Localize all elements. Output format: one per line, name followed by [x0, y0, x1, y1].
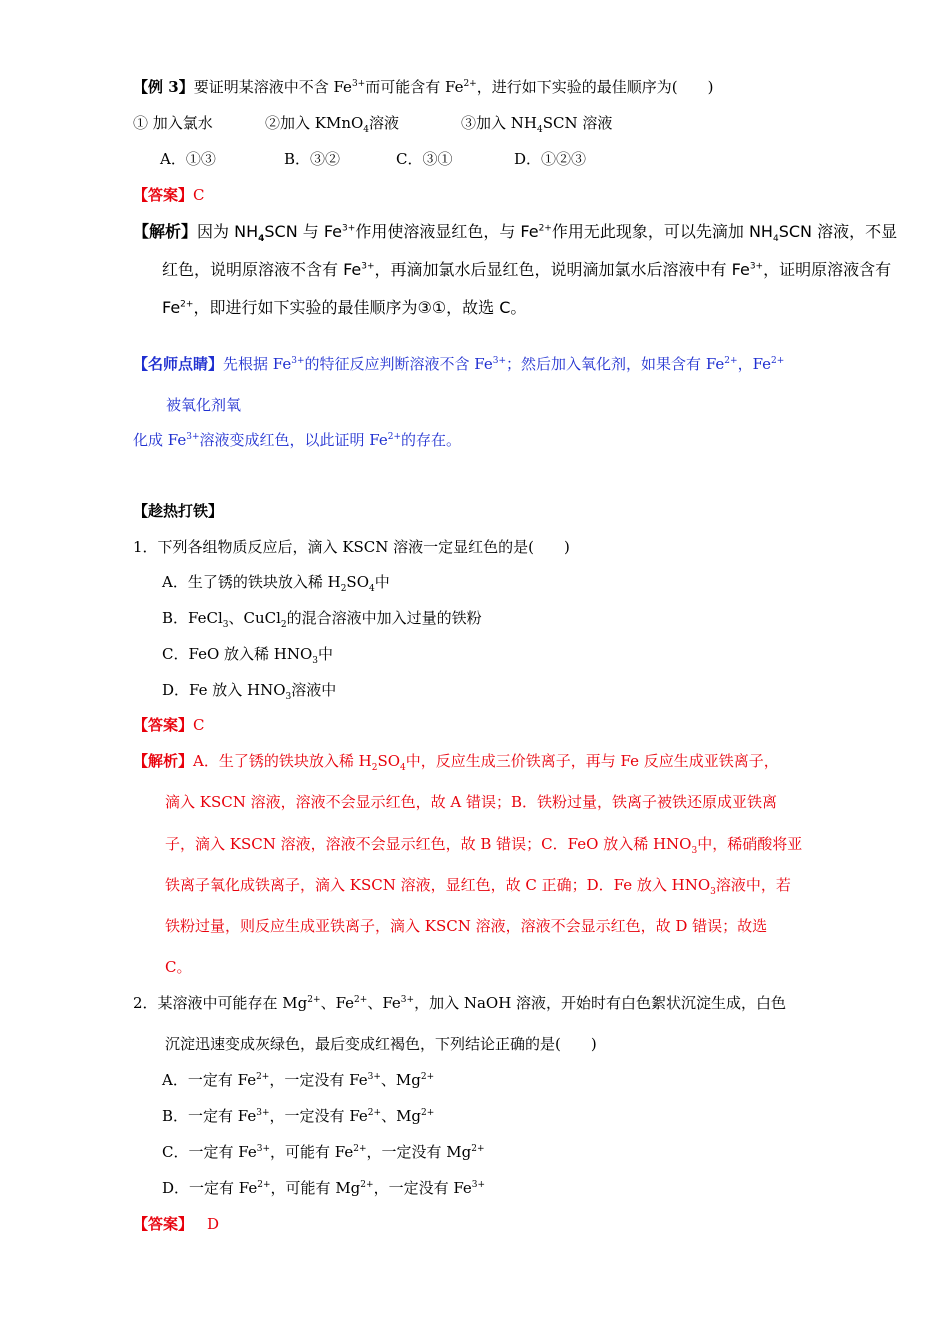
example-question — [133, 78, 713, 96]
example-question-text: 要证明某溶液中不含 Fe — [193, 78, 352, 96]
tip-label: 【名师点睛】 — [133, 355, 224, 373]
option-d: D．①②③ — [514, 150, 587, 168]
superscript: 3+ — [351, 79, 366, 89]
question-2-option-b: B．一定有 $Fe^{3+}$，一定没有 $Fe^{2+}$、$Mg^{2+}$ — [162, 1107, 435, 1125]
example-analysis-line-2: 红色，说明原溶液不含有 $Fe^{3+}$，再滴加氯水后显红色，说明滴加氯水后溶液中有 $Fe^{3+}$，证明原溶液含有 — [162, 260, 892, 279]
example-items — [133, 114, 612, 136]
tip-line-2: 被氧化剂氧 — [166, 396, 242, 414]
analysis-label: 【解析】 — [133, 752, 194, 770]
question-1-answer: 【答案】C — [133, 716, 205, 734]
example-item-2: ②加入 KMnO$_4$溶液 — [265, 114, 400, 135]
question-1-analysis-line-6: C。 — [165, 958, 192, 976]
question-2-stem-line-2: 沉淀迅速变成灰绿色，最后变成红褐色，下列结论正确的是( ) — [165, 1035, 597, 1053]
question-1-analysis-line-3: 子，滴入 KSCN 溶液，溶液不会显示红色，故 B 错误；C．FeO 放入稀 $HNO_3$中，稀硝酸将亚 — [165, 835, 803, 856]
example-tag-close: 】 — [178, 78, 194, 96]
example-question-text: ，进行如下实验的最佳顺序为( ) — [476, 78, 714, 96]
option-c: C．③① — [396, 150, 453, 168]
question-1-analysis-line-5: 铁粉过量，则反应生成亚铁离子，滴入 KSCN 溶液，溶液不会显示红色，故 D 错误；故选 — [165, 917, 768, 935]
example-analysis-line-3: $Fe^{2+}$，即进行如下实验的最佳顺序为③①，故选 C。 — [162, 298, 527, 317]
question-1-option-c: C．FeO 放入稀 $HNO_3$中 — [162, 645, 334, 666]
example-options — [160, 150, 586, 168]
question-1-option-d: D．Fe 放入 $HNO_3$溶液中 — [162, 681, 337, 702]
option-b: B．③② — [284, 150, 341, 168]
example-tag-open: 【 — [133, 78, 149, 96]
question-1-analysis-line-1: 【解析】A．生了锈的铁块放入稀 $H_2SO_4$中，反应生成三价铁离子，再与 Fe 反应生成亚铁离子， — [133, 752, 779, 773]
example-question-text: 而可能含有 Fe — [365, 78, 464, 96]
question-1-stem: 1．下列各组物质反应后，滴入 KSCN 溶液一定显红色的是( ) — [133, 538, 570, 556]
answer-value: C — [193, 186, 205, 204]
section-heading: 【趁热打铁】 — [133, 502, 224, 520]
example-item-1: ① 加入氯水 — [133, 114, 213, 132]
question-2-answer: 【答案】 D — [133, 1215, 220, 1233]
question-1-option-b: B．FeCl$_3$、CuCl$_2$的混合溶液中加入过量的铁粉 — [162, 609, 482, 630]
question-1-analysis-line-2: 滴入 KSCN 溶液，溶液不会显示红色，故 A 错误；B．铁粉过量，铁离子被铁还原成亚铁离 — [165, 793, 778, 811]
tip-line-3: 化成 $Fe^{3+}$溶液变成红色，以此证明 $Fe^{2+}$的存在。 — [133, 431, 462, 449]
tip-line-1: 【名师点睛】先根据 $Fe^{3+}$的特征反应判断溶液不含 $Fe^{3+}$；然后加入氧化剂，如果含有 $Fe^{2+}$，$Fe^{2+}$ — [133, 355, 785, 373]
question-2-option-c: C．一定有 $Fe^{3+}$，可能有 $Fe^{2+}$，一定没有 $Mg^{2+}$ — [162, 1143, 485, 1161]
analysis-label: 【解析】 — [133, 222, 198, 241]
question-1-analysis-line-4: 铁离子氧化成铁离子，滴入 KSCN 溶液，显红色，故 C 正确；D．Fe 放入 $HNO_3$溶液中，若 — [165, 876, 791, 897]
question-2-option-d: D．一定有 $Fe^{2+}$，可能有 $Mg^{2+}$，一定没有 $Fe^{3+}$ — [162, 1179, 486, 1197]
example-analysis-line-1: 【解析】因为 $NH_4SCN$ 与 $Fe^{3+}$作用使溶液显红色，与 $Fe^{2+}$作用无此现象，可以先滴加 $NH_4SCN$ 溶液，不显 — [133, 222, 898, 245]
question-1-option-a: A．生了锈的铁块放入稀 $H_2SO_4$中 — [162, 573, 390, 594]
example-tag-label: 例 3 — [148, 78, 179, 96]
option-a: A．①③ — [160, 150, 216, 168]
question-2-option-a: A．一定有 $Fe^{2+}$，一定没有 $Fe^{3+}$、$Mg^{2+}$ — [162, 1071, 435, 1089]
example-answer — [133, 186, 205, 204]
superscript: 2+ — [463, 79, 477, 89]
example-item-3: ③加入 $NH_4SCN$ 溶液 — [461, 114, 613, 135]
answer-label: 【答案】 — [133, 186, 194, 204]
question-2-stem-line-1: 2．某溶液中可能存在 $Mg^{2+}$、$Fe^{2+}$、$Fe^{3+}$，加入 NaOH 溶液，开始时有白色絮状沉淀生成，白色 — [133, 994, 787, 1012]
